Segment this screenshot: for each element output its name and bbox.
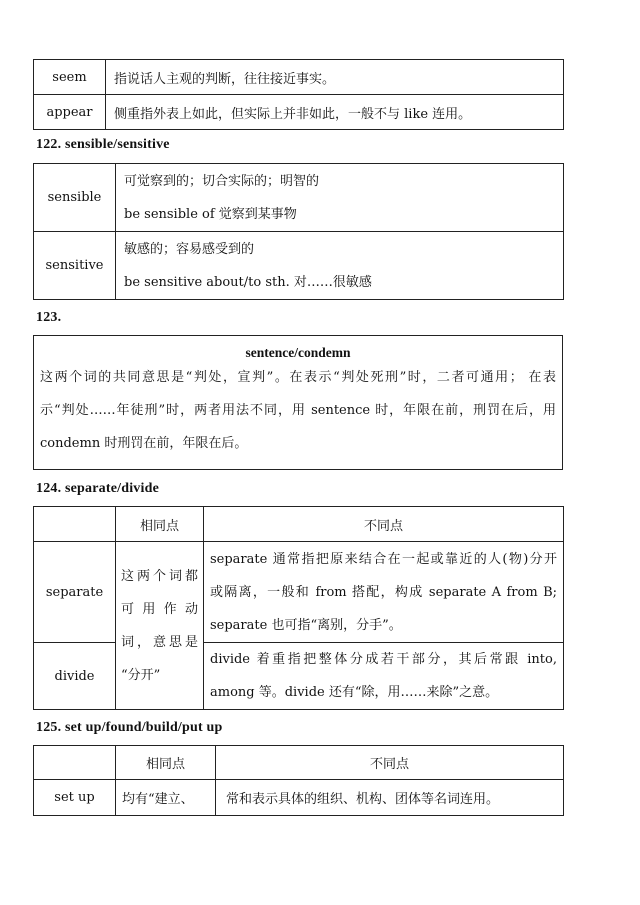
table-row (34, 95, 564, 130)
diff-cell (204, 643, 564, 710)
word-cell: seem (34, 60, 106, 95)
table-header-row (34, 746, 564, 780)
empty-header-cell (34, 507, 116, 542)
diff-cell (204, 542, 564, 643)
meaning-cell: 指说话人主观的判断，往往接近事实。 (106, 60, 564, 95)
meaning-line: 敏感的；容易感受到的 (124, 241, 255, 257)
word-cell: appear (34, 95, 106, 130)
diff-line: separate 也可指“离别，分手”。 (210, 617, 402, 633)
col-header-diff: 不同点 (216, 746, 564, 780)
section-heading-124: 124. separate/divide (36, 481, 159, 496)
section-heading-123: 123. (36, 310, 62, 325)
sensible-sensitive-table (33, 163, 564, 300)
diff-line: separate 通常指把原来结合在一起或靠近的人(物)分开 (210, 551, 557, 567)
box-body (34, 361, 562, 460)
seem-appear-table (33, 59, 564, 130)
same-cell (116, 542, 204, 710)
diff-line: 或隔离，一般和 from 搭配，构成 separate A from B; (210, 584, 557, 600)
box-title: sentence/condemn (245, 345, 351, 360)
separate-divide-table (33, 506, 564, 710)
table-row (34, 60, 564, 95)
meaning-cell (116, 232, 564, 300)
table-row (34, 643, 564, 710)
table-header-row (34, 507, 564, 542)
body-line: 这两个词的共同意思是“判处，宣判”。在表示“判处死刑”时，二者可通用； 在表 (40, 370, 556, 385)
meaning-cell: 侧重指外表上如此，但实际上并非如此，一般不与 like 连用。 (106, 95, 564, 130)
diff-line: among 等。divide 还有“除，用……来除”之意。 (210, 685, 499, 700)
table-row (34, 164, 564, 232)
section-heading-125: 125. set up/found/build/put up (36, 720, 223, 735)
body-line: 示“判处……年徒刑”时，两者用法不同，用 sentence 时，年限在前，刑罚在后，用 (40, 403, 556, 418)
empty-header-cell (34, 746, 116, 780)
table-row (34, 780, 564, 816)
meaning-line: 可觉察到的；切合实际的；明智的 (124, 173, 320, 189)
same-line: 词，意思是 (121, 634, 198, 650)
same-line: 这两个词都 (121, 568, 198, 584)
meaning-line: be sensible of 觉察到某事物 (124, 206, 297, 222)
col-header-same: 相同点 (116, 746, 216, 780)
body-line: condemn 时刑罚在前，年限在后。 (40, 436, 248, 451)
word-cell: set up (34, 780, 116, 816)
same-line: 可 用 作 动 (121, 601, 198, 617)
col-header-diff: 不同点 (204, 507, 564, 542)
diff-cell: 常和表示具体的组织、机构、团体等名词连用。 (216, 780, 564, 816)
word-cell: divide (34, 643, 116, 710)
diff-line: divide 着重指把整体分成若干部分，其后常跟 into, (210, 652, 557, 667)
same-cell: 均有“建立、 (116, 780, 216, 816)
sentence-condemn-box (33, 335, 563, 470)
word-cell: sensitive (34, 232, 116, 300)
meaning-line: be sensitive about/to sth. 对……很敏感 (124, 274, 372, 290)
col-header-same: 相同点 (116, 507, 204, 542)
same-line: “分开” (121, 667, 161, 683)
setup-found-build-table (33, 745, 564, 816)
word-cell: sensible (34, 164, 116, 232)
meaning-cell (116, 164, 564, 232)
table-row (34, 232, 564, 300)
word-cell: separate (34, 542, 116, 643)
table-row (34, 542, 564, 643)
section-heading-122: 122. sensible/sensitive (36, 137, 170, 152)
